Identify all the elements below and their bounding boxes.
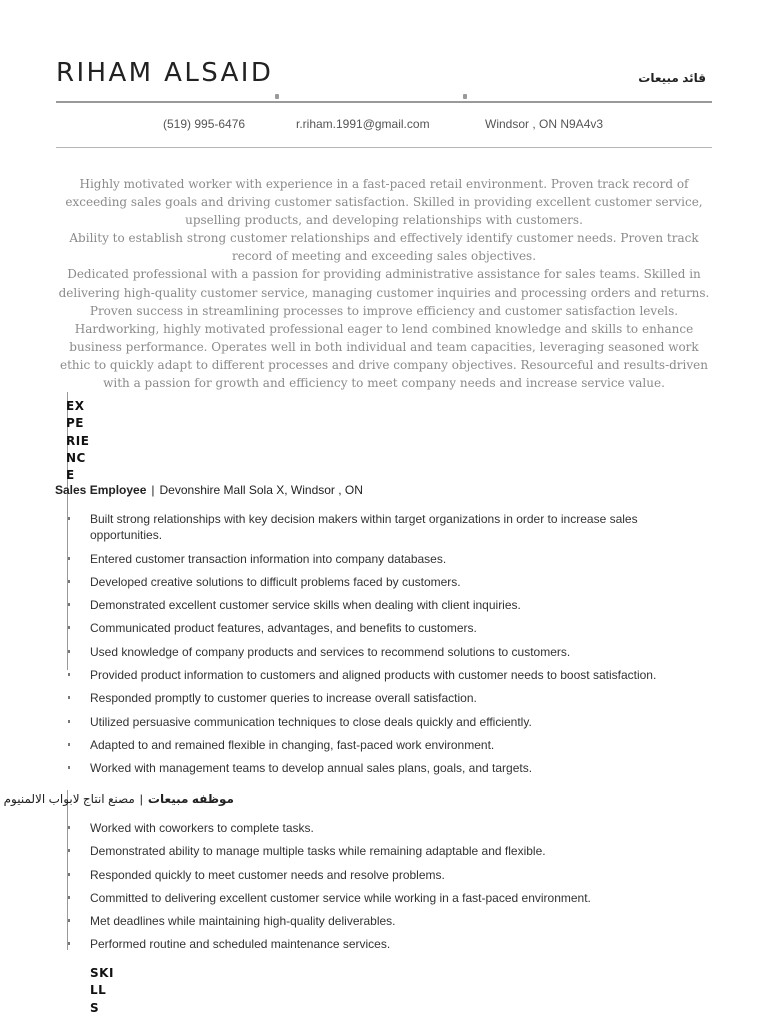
job-title: موظفه مبيعات: [147, 792, 234, 806]
list-item: Worked with management teams to develop annual sales plans, goals, and targets.: [68, 760, 688, 776]
contact-divider: [56, 147, 712, 148]
list-item: Demonstrated ability to manage multiple tasks while remaining adaptable and flexible.: [68, 843, 688, 859]
list-item: Demonstrated excellent customer service skills when dealing with client inquiries.: [68, 597, 688, 613]
summary-paragraph: Highly motivated worker with experience in a fast-paced retail environment. Proven track record of exceeding sales goals and driving customer satisfaction. Skilled in providing excellent customer service, upselling products, and developing relationships with customers.: [65, 177, 703, 228]
job-separator: |: [139, 792, 143, 806]
list-item: Met deadlines while maintaining high-quality deliverables.: [68, 913, 688, 929]
job-title-arabic: قائد مبيعات: [638, 71, 706, 85]
job-separator: |: [151, 483, 155, 497]
list-item: Developed creative solutions to difficult problems faced by customers.: [68, 574, 688, 590]
job-bullet-list: [68, 820, 688, 953]
header-divider: [56, 101, 712, 103]
list-item: Provided product information to customers and aligned products with customer needs to boost satisfaction.: [68, 667, 688, 683]
experience-heading: EXPERIENCE: [66, 399, 90, 483]
summary-paragraph: Ability to establish strong customer relationships and effectively identify customer needs. Proven track record of meeting and exceeding sales objectives.: [69, 231, 699, 264]
divider-dot-marker: [275, 94, 279, 99]
list-item: Responded quickly to meet customer needs and resolve problems.: [68, 867, 688, 883]
list-item: Entered customer transaction information into company databases.: [68, 551, 688, 567]
list-item: Utilized persuasive communication techniques to close deals quickly and efficiently.: [68, 714, 688, 730]
list-item: Responded promptly to customer queries to increase overall satisfaction.: [68, 690, 688, 706]
skills-heading: SKILLS: [90, 966, 114, 1015]
list-item: Performed routine and scheduled maintenance services.: [68, 936, 688, 952]
summary-paragraph: Dedicated professional with a passion for providing administrative assistance for sales teams. Skilled in delivering high-quality customer service, managing customer inquiries and processing orders and returns. Proven success in streamlining processes to improve efficiency and customer satisfaction levels.: [58, 267, 710, 318]
job-heading: [55, 483, 363, 497]
list-item: Committed to delivering excellent customer service while working in a fast-paced environment.: [68, 890, 688, 906]
list-item: Adapted to and remained flexible in changing, fast-paced work environment.: [68, 737, 688, 753]
job-title: Sales Employee: [55, 483, 147, 497]
list-item: Worked with coworkers to complete tasks.: [68, 820, 688, 836]
list-item: Communicated product features, advantages, and benefits to customers.: [68, 620, 688, 636]
summary-paragraph: Hardworking, highly motivated professional eager to lend combined knowledge and skills to enhance business performance. Operates well in both individual and team capacities, leveraging seasoned work ethic to quickly adapt to different processes and drive company objectives. Resourceful and results-driven with a passion for growth and efficiency to meet company needs and increase service value.: [60, 321, 708, 391]
job-details: Devonshire Mall Sola X, Windsor , ON: [159, 483, 363, 497]
resume-name: RIHAM ALSAID: [56, 58, 274, 88]
contact-phone: (519) 995-6476: [163, 117, 246, 131]
list-item: Used knowledge of company products and services to recommend solutions to customers.: [68, 644, 688, 660]
contact-address: Windsor , ON N9A4v3: [485, 117, 604, 131]
job-heading: [4, 792, 234, 806]
professional-summary: [56, 175, 712, 392]
job-bullet-list: [68, 511, 688, 777]
list-item: Built strong relationships with key decision makers within target organizations in order to increase sales opportunities.: [68, 511, 688, 544]
divider-dot-marker: [463, 94, 467, 99]
contact-email[interactable]: r.riham.1991@gmail.com: [296, 117, 430, 131]
job-details: مصنع انتاج لابواب الالمنيوم: [3, 792, 135, 806]
